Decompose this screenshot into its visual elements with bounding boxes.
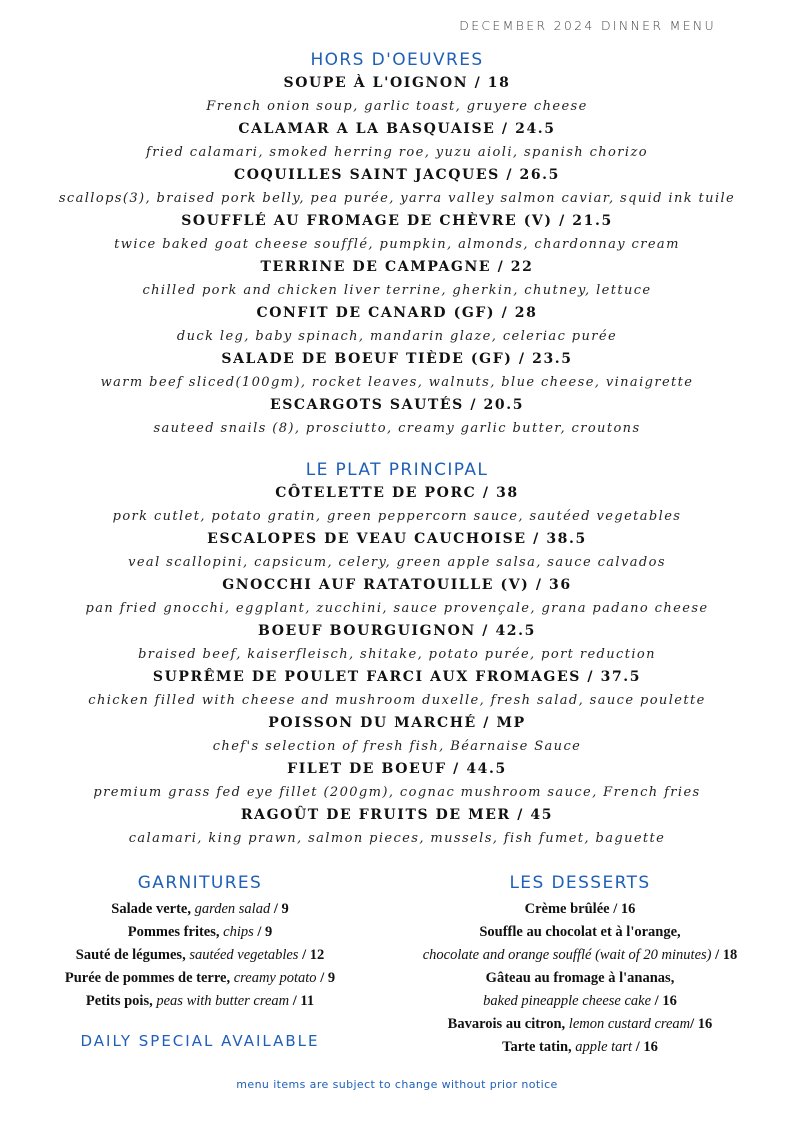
side-item-name: Sauté de légumes, bbox=[75, 947, 186, 963]
dessert-name: Bavarois au citron, bbox=[447, 1016, 566, 1032]
dessert-name: Tarte tatin, bbox=[502, 1039, 572, 1055]
dessert-name: Crème brûlée bbox=[524, 901, 610, 917]
menu-item-description: chef's selection of fresh fish, Béarnaise Sauce bbox=[212, 739, 582, 754]
menu-item-name: SALADE DE BOEUF TIÈDE (GF) / 23.5 bbox=[221, 351, 573, 367]
dessert-description: baked pineapple cheese cake bbox=[483, 993, 652, 1009]
dessert-line bbox=[388, 1013, 772, 1036]
dessert-line bbox=[388, 921, 772, 944]
side-item-name: Pommes frites, bbox=[127, 924, 220, 940]
hors-doeuvres-section bbox=[0, 48, 794, 440]
menu-item-name: SOUPE À L'OIGNON / 18 bbox=[283, 75, 511, 91]
dessert-price: / 16 bbox=[651, 993, 677, 1009]
side-item-description: sautéed vegetables bbox=[185, 947, 299, 963]
menu-item-name: CONFIT DE CANARD (GF) / 28 bbox=[256, 305, 538, 321]
desserts-heading: LES DESSERTS bbox=[509, 873, 651, 893]
footer-note: menu items are subject to change without prior notice bbox=[236, 1078, 558, 1091]
side-item-name: Petits pois, bbox=[85, 993, 153, 1009]
menu-title: DECEMBER 2024 DINNER MENU bbox=[459, 18, 716, 33]
side-item-description: chips bbox=[219, 924, 254, 940]
menu-item-name: SUPRÊME DE POULET FARCI AUX FROMAGES / 37.5 bbox=[152, 669, 642, 685]
side-item bbox=[30, 944, 370, 967]
menu-item-description: pork cutlet, potato gratin, green peppercorn sauce, sautéed vegetables bbox=[112, 509, 682, 524]
dessert-description: apple tart bbox=[571, 1039, 633, 1055]
menu-item-description: scallops(3), braised pork belly, pea purée, yarra valley salmon caviar, squid ink tuile bbox=[58, 191, 736, 206]
menu-item-name: GNOCCHI AUF RATATOUILLE (V) / 36 bbox=[222, 577, 572, 593]
menu-item-name: SOUFFLÉ AU FROMAGE DE CHÈVRE (V) / 21.5 bbox=[181, 213, 613, 229]
side-item-price: / 12 bbox=[298, 947, 325, 963]
menu-item-description: chicken filled with cheese and mushroom duxelle, fresh salad, sauce poulette bbox=[88, 693, 706, 708]
side-item-description: garden salad bbox=[190, 901, 274, 917]
dessert-price: / 16 bbox=[690, 1016, 713, 1032]
desserts-section bbox=[388, 871, 772, 1059]
menu-item-name: ESCARGOTS SAUTÉS / 20.5 bbox=[269, 397, 525, 413]
garnitures-section bbox=[30, 871, 370, 1013]
dessert-line bbox=[388, 944, 772, 967]
menu-item-name: CÔTELETTE DE PORC / 38 bbox=[275, 485, 519, 501]
menu-item-name: COQUILLES SAINT JACQUES / 26.5 bbox=[233, 167, 561, 183]
menu-item-description: French onion soup, garlic toast, gruyere cheese bbox=[206, 99, 588, 114]
dessert-name: Gâteau au fromage à l'ananas, bbox=[485, 970, 675, 986]
side-item-name: Salade verte, bbox=[111, 901, 191, 917]
dessert-description: lemon custard cream bbox=[565, 1016, 691, 1032]
menu-item-name: FILET DE BOEUF / 44.5 bbox=[287, 761, 507, 777]
menu-item-description: fried calamari, smoked herring roe, yuzu aioli, spanish chorizo bbox=[146, 145, 648, 160]
garnitures-heading: GARNITURES bbox=[137, 873, 263, 893]
side-item bbox=[30, 921, 370, 944]
dessert-name: Souffle au chocolat et à l'orange, bbox=[479, 924, 681, 940]
menu-item-name: BOEUF BOURGUIGNON / 42.5 bbox=[258, 623, 536, 639]
menu-item-description: chilled pork and chicken liver terrine, gherkin, chutney, lettuce bbox=[142, 283, 652, 298]
menu-item-name: ESCALOPES DE VEAU CAUCHOISE / 38.5 bbox=[207, 531, 587, 547]
menu-item-description: premium grass fed eye fillet (200gm), cognac mushroom sauce, French fries bbox=[93, 785, 701, 800]
menu-item-description: duck leg, baby spinach, mandarin glaze, celeriac purée bbox=[176, 329, 618, 344]
side-item-price: / 9 bbox=[273, 901, 289, 917]
menu-item-description: pan fried gnocchi, eggplant, zucchini, sauce provençale, grana padano cheese bbox=[85, 601, 709, 616]
side-item-name: Purée de pommes de terre, bbox=[64, 970, 231, 986]
dessert-line bbox=[388, 967, 772, 990]
dessert-line bbox=[388, 898, 772, 921]
side-item bbox=[30, 898, 370, 921]
menu-item-name: POISSON DU MARCHÉ / MP bbox=[268, 715, 526, 731]
side-item-price: / 9 bbox=[253, 924, 273, 940]
menu-item-name: RAGOÛT DE FRUITS DE MER / 45 bbox=[240, 807, 554, 823]
menu-item-description: veal scallopini, capsicum, celery, green apple salsa, sauce calvados bbox=[128, 555, 666, 570]
menu-item-description: braised beef, kaiserfleisch, shitake, potato purée, port reduction bbox=[138, 647, 656, 662]
hors-doeuvres-heading: HORS D'OEUVRES bbox=[310, 50, 484, 70]
side-item-price: / 9 bbox=[316, 970, 336, 986]
menu-item-name: TERRINE DE CAMPAGNE / 22 bbox=[260, 259, 534, 275]
dessert-description: chocolate and orange soufflé (wait of 20 minutes) bbox=[422, 947, 712, 963]
dessert-line bbox=[388, 990, 772, 1013]
menu-item-description: warm beef sliced(100gm), rocket leaves, walnuts, blue cheese, vinaigrette bbox=[100, 375, 694, 390]
dessert-price: / 16 bbox=[632, 1039, 658, 1055]
side-item-description: creamy potato bbox=[230, 970, 317, 986]
menu-item-description: sauteed snails (8), prosciutto, creamy garlic butter, croutons bbox=[153, 421, 641, 436]
dessert-price: / 18 bbox=[711, 947, 738, 963]
plat-principal-section bbox=[0, 458, 794, 850]
daily-special-notice: DAILY SPECIAL AVAILABLE bbox=[80, 1032, 320, 1050]
side-item bbox=[30, 967, 370, 990]
side-item bbox=[30, 990, 370, 1013]
side-item-price: / 11 bbox=[289, 993, 315, 1009]
dessert-price: / 16 bbox=[609, 901, 636, 917]
menu-item-name: CALAMAR A LA BASQUAISE / 24.5 bbox=[238, 121, 556, 137]
side-item-description: peas with butter cream bbox=[152, 993, 290, 1009]
dessert-line bbox=[388, 1036, 772, 1059]
plat-principal-heading: LE PLAT PRINCIPAL bbox=[305, 460, 489, 480]
menu-item-description: calamari, king prawn, salmon pieces, mussels, fish fumet, baguette bbox=[128, 831, 666, 846]
menu-item-description: twice baked goat cheese soufflé, pumpkin, almonds, chardonnay cream bbox=[114, 237, 680, 252]
